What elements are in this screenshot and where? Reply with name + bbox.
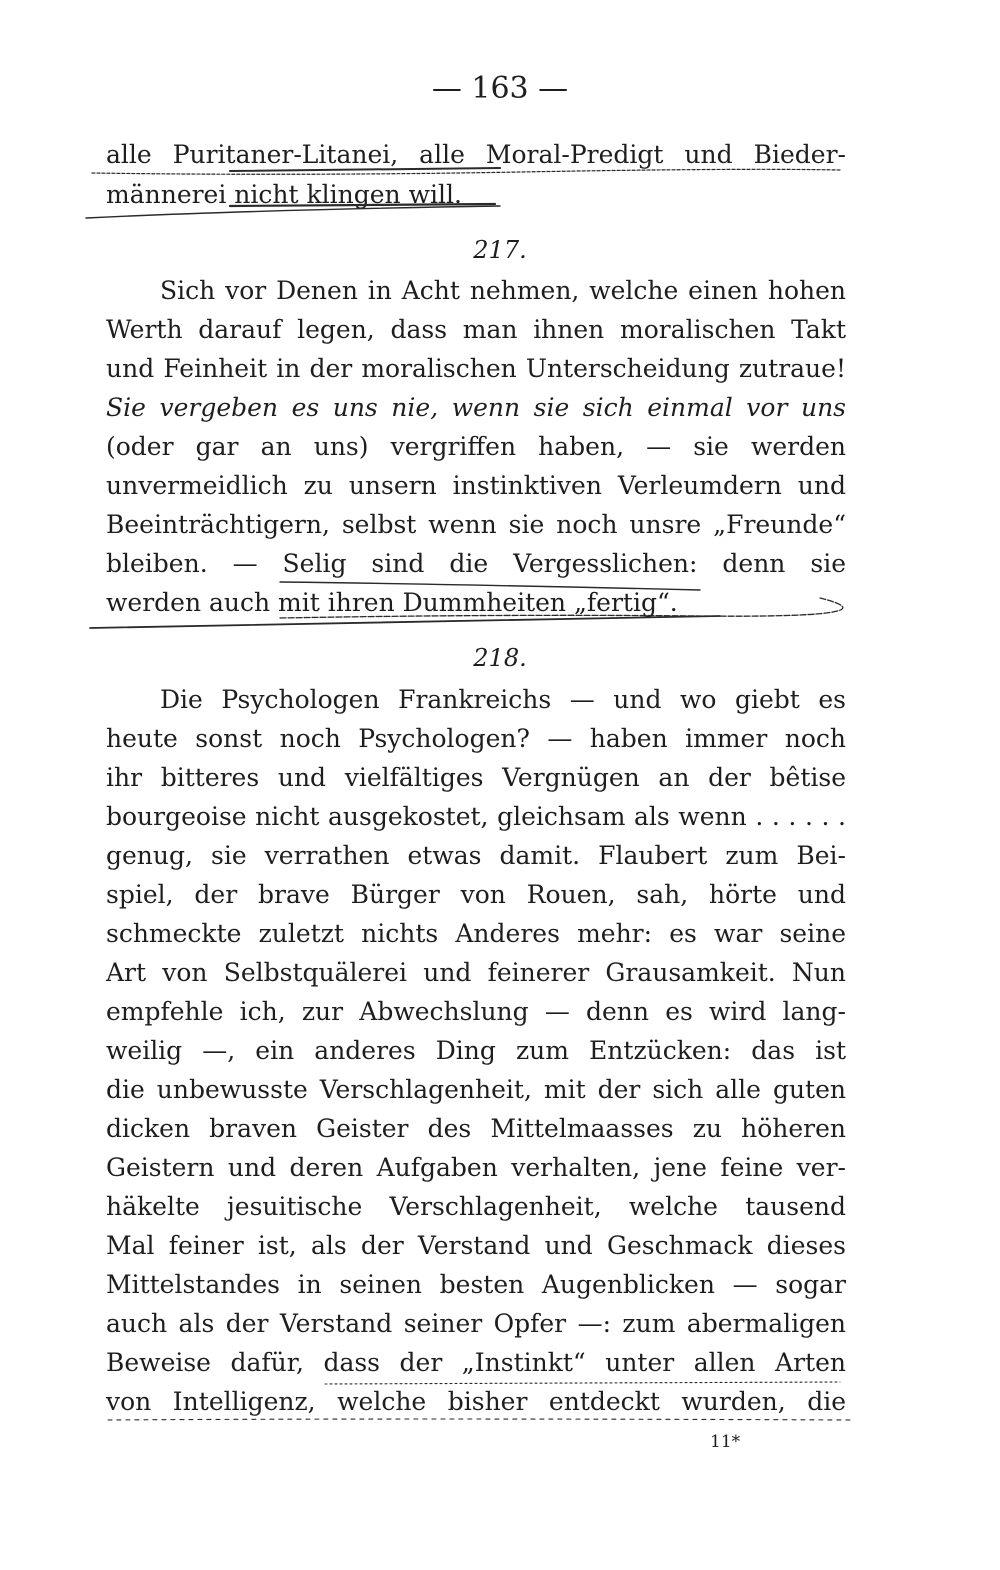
underline-stroke <box>280 582 700 590</box>
page-number: — 163 — <box>431 71 569 106</box>
section-218-line: häkelte jesuitische Verschlagenheit, welche tausend <box>106 1192 846 1221</box>
continuation-line: alle Puritaner-Litanei, alle Moral-Predigt und Bieder- <box>106 140 846 169</box>
continuation-line: männerei nicht klingen will. <box>106 180 462 209</box>
section-218-line: Mittelstandes in seinen besten Augenblicken — sogar <box>106 1270 846 1299</box>
section-217-line: Sich vor Denen in Acht nehmen, welche einen hohen <box>160 276 846 305</box>
section-218-line: empfehle ich, zur Abwechslung — denn es wird lang- <box>106 997 846 1026</box>
section-218-line: dicken braven Geister des Mittelmaasses zu höheren <box>106 1114 846 1143</box>
section-217-line: Beeinträchtigern, selbst wenn sie noch unsre „Freunde“ <box>106 510 846 539</box>
section-217-line: (oder gar an uns) vergriffen haben, — sie werden <box>106 432 846 461</box>
underline-stroke <box>325 1382 840 1384</box>
underline-stroke <box>92 169 840 174</box>
section-218-line: heute sonst noch Psychologen? — haben immer noch <box>106 724 846 753</box>
section-218-line: die unbewusste Verschlagenheit, mit der sich alle guten <box>106 1075 846 1104</box>
section-218-line: schmeckte zuletzt nichts Anderes mehr: es war seine <box>106 919 846 948</box>
underline-stroke <box>230 168 500 171</box>
underline-stroke <box>108 1419 850 1420</box>
underline-stroke <box>230 204 495 206</box>
underline-stroke <box>280 598 843 618</box>
section-218-line: weilig —, ein anderes Ding zum Entzücken: das ist <box>106 1036 846 1065</box>
section-218-line: Art von Selbstquälerei und feinerer Grausamkeit. Nun <box>106 958 846 987</box>
section-217-line: und Feinheit in der moralischen Unterscheidung zutraue! <box>106 354 846 383</box>
section-217-line: Werth darauf legen, dass man ihnen moralischen Takt <box>106 315 846 344</box>
section-217-line: unvermeidlich zu unsern instinktiven Verleumdern und <box>106 471 846 500</box>
section-218-line: Beweise dafür, dass der „Instinkt“ unter allen Arten <box>106 1348 846 1377</box>
section-218-line: bourgeoise nicht ausgekostet, gleichsam als wenn . . . . . . <box>106 802 846 831</box>
section-218-line: Geistern und deren Aufgaben verhalten, jene feine ver- <box>106 1153 846 1182</box>
section-217-line: bleiben. — Selig sind die Vergesslichen: denn sie <box>106 549 846 578</box>
section-217-line: werden auch mit ihren Dummheiten „fertig“. <box>106 588 678 617</box>
section-218-line: spiel, der brave Bürger von Rouen, sah, hörte und <box>106 880 846 909</box>
section-218-line: auch als der Verstand seiner Opfer —: zum abermaligen <box>106 1309 846 1338</box>
signature-mark: 11* <box>710 1432 741 1452</box>
section-number-217: 217. <box>473 236 527 264</box>
underline-stroke <box>90 616 720 628</box>
section-218-line: Die Psychologen Frankreichs — und wo giebt es <box>160 685 846 714</box>
section-218-line: von Intelligenz, welche bisher entdeckt wurden, die <box>106 1387 846 1416</box>
section-218-line: ihr bitteres und vielfältiges Vergnügen an der bêtise <box>106 763 846 792</box>
section-217-line: Sie vergeben es uns nie, wenn sie sich einmal vor uns <box>106 393 846 422</box>
underline-stroke <box>86 206 500 218</box>
section-218-line: genug, sie verrathen etwas damit. Flaubert zum Bei- <box>106 841 846 870</box>
section-218-line: Mal feiner ist, als der Verstand und Geschmack dieses <box>106 1231 846 1260</box>
section-number-218: 218. <box>473 644 527 672</box>
